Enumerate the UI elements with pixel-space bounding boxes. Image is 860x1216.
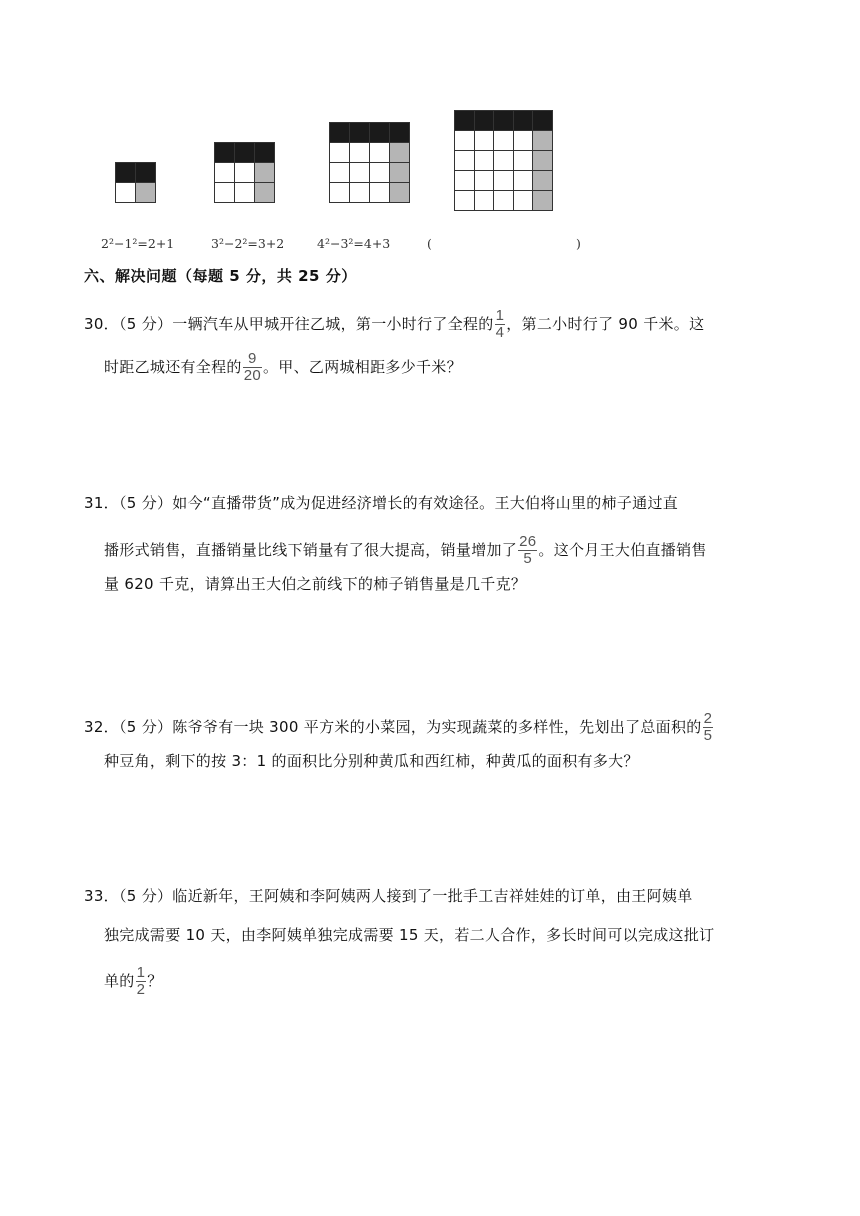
q30-text-1b: ，第二小时行了 90 千米。这 [506,315,705,333]
q33-line-2: 独完成需要 10 天，由李阿姨单独完成需要 15 天，若二人合作，多长时间可以完成这批订 [104,926,715,944]
q31-line-1: 31．（5 分）如今“直播带货”成为促进经济增长的有效途径。王大伯将山里的柿子通过直 [84,494,679,512]
q30-text-2a: 时距乙城还有全程的 [104,358,242,376]
q32-line-2: 种豆角，剩下的按 3：1 的面积比分别种黄瓜和西红柿，种黄瓜的面积有多大？ [104,752,639,770]
q30-text-2b: 。甲、乙两城相距多少千米？ [263,358,462,376]
q30-line-2 [104,351,462,384]
q31-line-2 [104,534,707,567]
q31-text-2b: 。这个月王大伯直播销售 [538,541,707,559]
q31-fraction-1: $\frac{26}{5}$ [519,533,537,567]
formula-1: 2²−1²=2+1 [101,236,175,251]
grid-5x5 [454,110,553,211]
formula-2: 3²−2²=3+2 [211,236,285,251]
q33-text-3a: 单的 [104,972,135,990]
q33-line-1: 33．（5 分）临近新年，王阿姨和李阿姨两人接到了一批手工吉祥娃娃的订单，由王阿姨单 [84,887,693,905]
square-difference-figure [95,105,595,255]
q31-line-3: 量 620 千克，请算出王大伯之前线下的柿子销售量是几千克？ [104,575,527,593]
formula-3: 4²−3²=4+3 [317,236,391,251]
blank-open-paren: ( [427,236,432,251]
q30-text-1a: 30．（5 分）一辆汽车从甲城开往乙城，第一小时行了全程的 [84,315,494,333]
blank-close-paren: ) [576,236,581,251]
grid-4x4 [329,122,410,203]
q30-line-1 [84,308,704,341]
q30-fraction-2: $\frac{9}{20}$ [243,350,261,384]
q32-line-1 [84,711,714,744]
q33-line-3 [104,965,163,998]
q32-fraction-1: $\frac{2}{5}$ [703,710,713,744]
q33-text-3b: ？ [147,972,163,990]
q32-text-1a: 32．（5 分）陈爷爷有一块 300 平方米的小菜园，为实现蔬菜的多样性，先划出了总面积的 [84,718,702,736]
q30-fraction-1: $\frac{1}{4}$ [495,307,505,341]
grid-2x2 [115,162,156,203]
grid-3x3 [214,142,275,203]
section-title: 六、解决问题（每题 5 分，共 25 分） [84,267,357,285]
q33-fraction-1: $\frac{1}{2}$ [136,964,146,998]
q31-text-2a: 播形式销售，直播销量比线下销量有了很大提高，销量增加了 [104,541,518,559]
